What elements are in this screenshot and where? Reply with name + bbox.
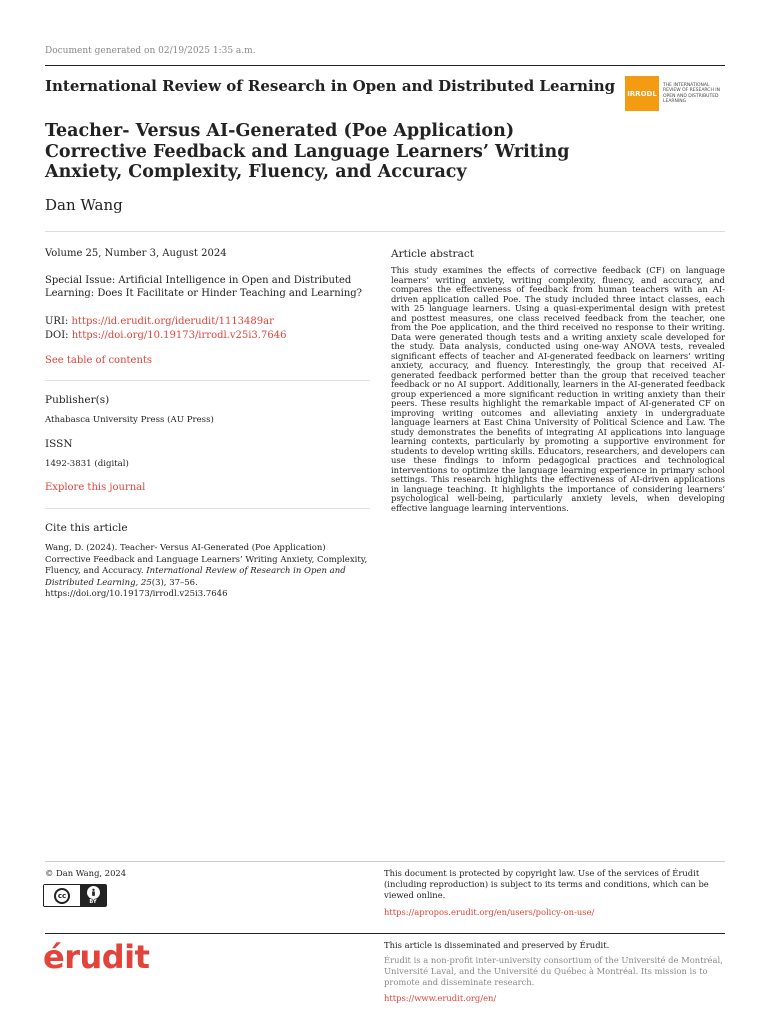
logo-badge: IRRODL [625,76,659,111]
top-divider [45,65,725,66]
separator [45,508,370,509]
footer-rule [45,933,725,934]
attribution-icon [87,886,100,899]
special-issue: Special Issue: Artificial Intelligence in Open and Distributed Learning: Does It Facilitate or Hinder Teaching and Learning? [45,275,363,299]
disseminated-note: This article is disseminated and preserved by Érudit. [384,940,610,950]
uri-label: URI: [45,316,69,327]
consortium-note: Érudit is a non-profit inter-university consortium of the Université de Montréal, Université Laval, and the Université du Québec à Montréal. Its mission is to promote and disseminate research. [384,955,723,987]
footer-divider [45,861,725,862]
article-title: Teacher- Versus AI-Generated (Poe Application) Corrective Feedback and Language Learners’ Writing Anxiety, Complexity, Fluency, and Accuracy [45,121,570,182]
issn-label: ISSN [45,438,73,450]
citation-volume: 25 [140,577,152,588]
copyright: © Dan Wang, 2024 [45,868,127,878]
table-of-contents-link[interactable]: See table of contents [45,355,153,366]
policy-link[interactable]: https://apropos.erudit.org/en/users/policy-on-use/ [384,907,595,917]
publisher-name: Athabasca University Press (AU Press) [45,415,214,425]
uri-line [45,316,370,329]
header-divider [45,231,725,232]
uri-link[interactable]: https://id.erudit.org/iderudit/1113489ar [71,316,274,327]
citation [45,543,370,601]
doi-label: DOI: [45,330,69,341]
issn-value: 1492-3831 (digital) [45,459,129,469]
separator [45,380,370,381]
explore-journal-link[interactable]: Explore this journal [45,482,146,493]
irrodl-logo [625,76,725,111]
journal-title: International Review of Research in Open and Distributed Learning [45,77,616,95]
abstract-title: Article abstract [391,248,474,260]
volume-info: Volume 25, Number 3, August 2024 [45,248,227,259]
erudit-logo[interactable]: érudit [43,938,150,976]
abstract-section [391,248,725,513]
publisher-label: Publisher(s) [45,394,110,406]
citation-text: Wang, D. (2024). Teacher- Versus AI-Generated (Poe Application) Corrective Feedback and Language Learners’ Writing Anxiety, Complexity, Fluency, and Accuracy. [45,543,368,576]
doi-link[interactable]: https://doi.org/10.19173/irrodl.v25i3.7646 [71,330,287,341]
by-label: BY [89,899,97,905]
copyright-notice: This document is protected by copyright law. Use of the services of Érudit (including reproduction) is subject to its terms and conditions, which can be viewed online. [384,868,709,900]
generated-note: Document generated on 02/19/2025 1:35 a.m. [45,46,256,56]
logo-text: THE INTERNATIONAL REVIEW OF RESEARCH IN OPEN AND DISTRIBUTED LEARNING [663,82,720,104]
cc-icon: cc [54,888,70,904]
citation-journal: International Review of Research in Open and Distributed Learning, [45,566,346,588]
citation-pages: (3), 37–56. https://doi.org/10.19173/irrodl.v25i3.7646 [45,577,228,599]
abstract-body: This study examines the effects of corrective feedback (CF) on language learners’ writing anxiety, writing complexity, fluency, and accuracy, and compares the effectiveness of feedback from human teachers with an AI-driven application called Poe. The study included three intact classes, each with 25 language learners. Using a quasi-experimental design with pretest and posttest measures, one class received feedback from the teacher, one from the Poe application, and the third received no response to their writing. Data were generated though tests and a writing anxiety scale developed for the study. Data analysis, conducted using one-way ANOVA tests, revealed significant effects of teacher and AI-generated feedback on learners’ writing anxiety, accuracy, and fluency. Interestingly, the group that received AI-generated feedback performed better than the group that received teacher feedback or no AI support. Additionally, learners in the AI-generated feedback group experienced a more significant reduction in writing anxiety than their peers. These results highlight the remarkable impact of AI-generated CF on improving writing outcomes and alleviating anxiety in undergraduate language learners at East China University of Political Science and Law. The study demonstrates the benefits of integrating AI applications into language learning contexts, particularly by promoting a supportive environment for students to develop writing skills. Educators, researchers, and developers can use these findings to inform pedagogical practices and technological interventions to optimize the language learning experience in primary school settings. This research highlights the effectiveness of AI-driven applications in language teaching. It highlights the importance of considering learners’ psychological well-being, particularly anxiety levels, when developing effective language learning interventions. [391,265,725,513]
cite-label: Cite this article [45,522,128,534]
cc-by-badge[interactable] [43,884,107,907]
erudit-link[interactable]: https://www.erudit.org/en/ [384,993,497,1003]
doi-line [45,330,370,343]
article-author: Dan Wang [45,196,123,214]
